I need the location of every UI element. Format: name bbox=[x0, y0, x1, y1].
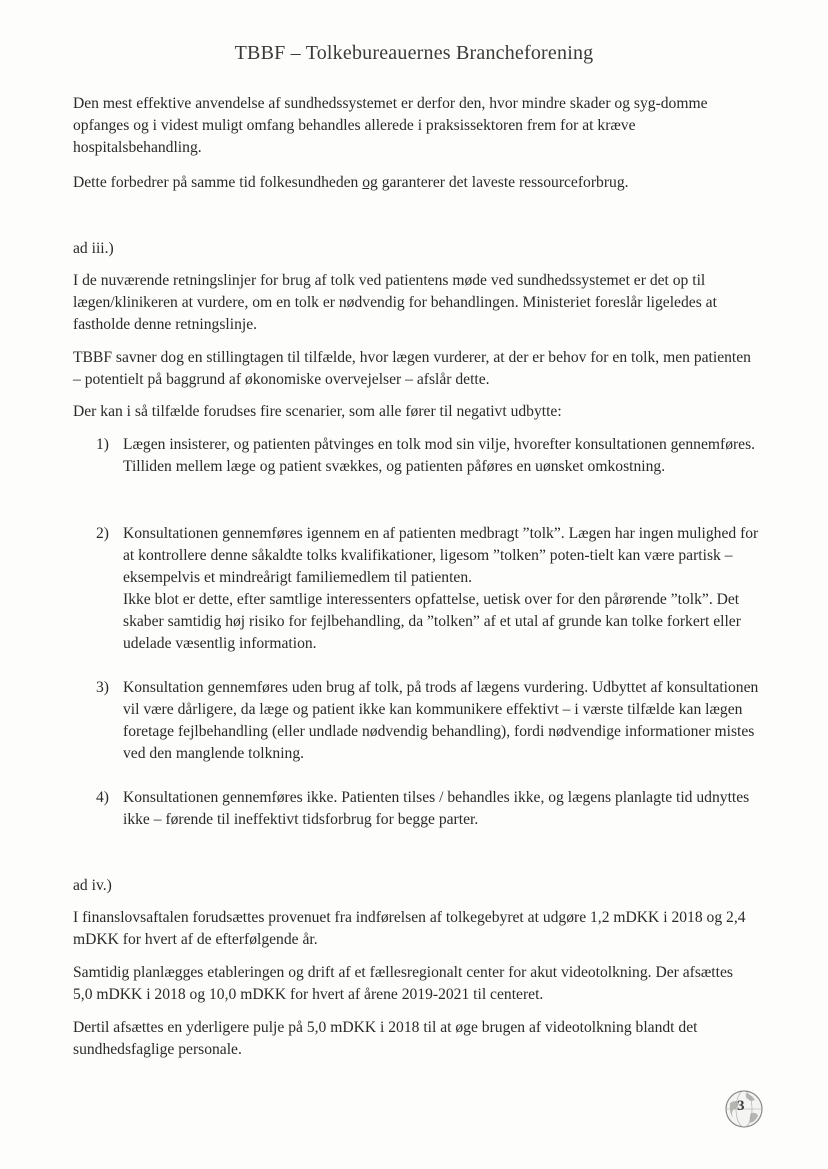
list-item-text-continued: Ikke blot er dette, efter samtlige interessenters opfattelse, uetisk over for den pårørende ”tolk”. Det skaber samtidig høj risiko for fejlbehandling, da ”tolken” af et utal af grunde kan tolke forkert eller udelade væsentlig information. bbox=[123, 591, 741, 652]
list-item-number: 4) bbox=[96, 789, 109, 806]
paragraph-folkesundhed-part2: garanterer det laveste ressourceforbrug. bbox=[377, 174, 629, 191]
list-item-text: Lægen insisterer, og patienten påtvinges en tolk mod sin vilje, hvorefter konsultationen gennemføres. Tilliden mellem læge og patient svækkes, og patienten påføres en uønsket omkostning. bbox=[123, 436, 756, 475]
page-header-title: TBBF – Tolkebureauernes Brancheforening bbox=[234, 42, 594, 64]
section-heading-iii: ad iii.) bbox=[73, 240, 114, 257]
paragraph-retningslinjer: I de nuværende retningslinjer for brug af tolk ved patientens møde ved sundhedssystemet er det op til lægen/klinikeren at vurdere, om en tolk er nødvendig for behandlingen. Ministeriet foreslår ligeledes at fastholde denne retningslinje. bbox=[73, 272, 717, 333]
list-item-text: Konsultation gennemføres uden brug af tolk, på trods af lægens vurdering. Udbyttet af konsultationen vil være dårligere, da læge og patient ikke kan kommunikere effektivt – i værste tilfælde kan lægen foretage fejlbehandling (eller undlade nødvendig behandling), fordi nødvendige informationer mistes ved den manglende tolkning. bbox=[123, 679, 759, 762]
section-heading-iv: ad iv.) bbox=[73, 877, 112, 894]
list-item-text: Konsultationen gennemføres igennem en af patienten medbragt ”tolk”. Lægen har ingen mulighed for at kontrollere denne såkaldte tolks kvalifikationer, ligesom ”tolken” poten-tielt kan være partisk – eksempelvis et mindreårigt familiemedlem til patienten. bbox=[123, 525, 759, 586]
list-item-number: 3) bbox=[96, 679, 109, 696]
underlined-og: og bbox=[362, 174, 378, 191]
paragraph-pulje: Dertil afsættes en yderligere pulje på 5,0 mDKK i 2018 til at øge brugen af videotolkning blandt det sundhedsfaglige personale. bbox=[73, 1019, 698, 1058]
paragraph-finanslov: I finanslovsaftalen forudsættes provenuet fra indførelsen af tolkegebyret at udgøre 1,2 mDKK i 2018 og 2,4 mDKK for hvert af de efterfølgende år. bbox=[73, 909, 746, 948]
paragraph-intro: Den mest effektive anvendelse af sundhedssystemet er derfor den, hvor mindre skader og syg-domme opfanges og i videst muligt omfang behandles allerede i praksissektoren frem for at kræve hospitalsbehandling. bbox=[73, 95, 708, 156]
paragraph-folkesundhed bbox=[73, 172, 753, 194]
list-item-number: 2) bbox=[96, 525, 109, 542]
paragraph-folkesundhed-part1: Dette forbedrer på samme tid folkesundheden bbox=[73, 174, 363, 191]
paragraph-scenarier-intro: Der kan i så tilfælde forudses fire scenarier, som alle fører til negativt udbytte: bbox=[73, 403, 562, 420]
paragraph-videotolkning-center: Samtidig planlægges etableringen og drift af et fællesregionalt center for akut videotolkning. Der afsættes 5,0 mDKK i 2018 og 10,0 mDKK for hvert af årene 2019-2021 til centeret. bbox=[73, 964, 733, 1003]
page-number-globe bbox=[724, 1089, 764, 1129]
paragraph-tbbf-savner: TBBF savner dog en stillingtagen til tilfælde, hvor lægen vurderer, at der er behov for en tolk, men patienten – potentielt på baggrund af økonomiske overvejelser – afslår dette. bbox=[73, 349, 751, 388]
list-item-number: 1) bbox=[96, 436, 109, 453]
page-number: 3 bbox=[737, 1098, 745, 1114]
list-item-text: Konsultationen gennemføres ikke. Patienten tilses / behandles ikke, og lægens planlagte tid udnyttes ikke – førende til ineffektivt tidsforbrug for begge parter. bbox=[123, 789, 750, 828]
